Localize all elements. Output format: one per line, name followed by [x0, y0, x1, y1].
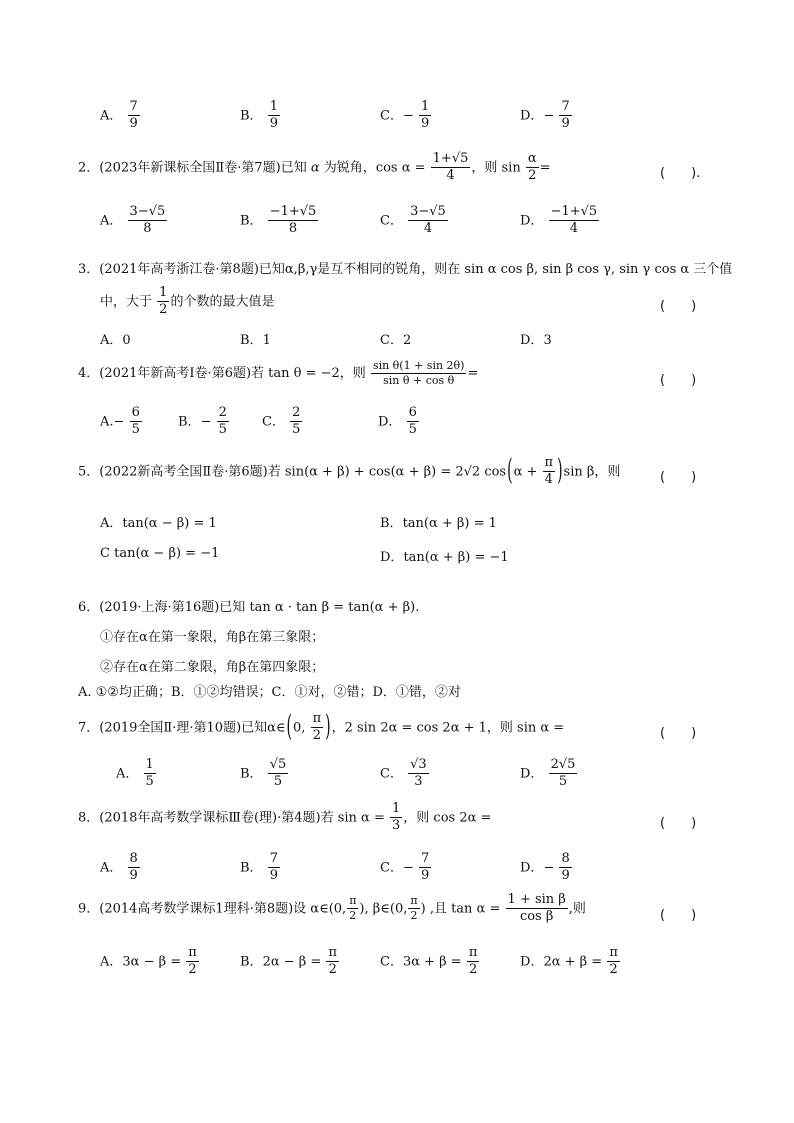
- fraction: $\frac{√3}{3}$: [410, 757, 427, 790]
- answer-paren: ( ): [660, 908, 697, 923]
- fraction: $\frac{7}{9}$: [561, 99, 570, 132]
- question-3-line-2: 中，大于 $\frac{1}{2}$ 的个数的最大值是: [100, 285, 275, 318]
- q1-option-a[interactable]: A． $\frac{7}{9}$: [100, 99, 138, 132]
- q7-option-a[interactable]: A． $\frac{1}{5}$: [116, 757, 154, 790]
- fraction: $\frac{1}{9}$: [421, 99, 430, 132]
- fraction: $\frac{8}{9}$: [561, 851, 570, 884]
- question-9-stem: 9．(2014高考数学课标1理科·第8题)设 α∈(0, $\frac{\pi}{2}$ ), β∈(0, $\frac{\pi}{2}$ ) ,且 tan α = $\frac{\text{1 + sin β}}{\text{cos β}}$ ,则: [78, 892, 586, 925]
- q5-option-b[interactable]: B．tan(α + β) = 1: [380, 516, 497, 531]
- fraction: $\frac{\pi}{2}$: [349, 894, 357, 923]
- q1-option-c[interactable]: C．− $\frac{1}{9}$: [380, 99, 430, 132]
- fraction: $\frac{7}{9}$: [129, 99, 138, 132]
- question-5-stem: 5．(2022新高考全国Ⅱ卷·第6题)若 sin(α + β) + cos(α + β) = 2√2 cos(α + $\frac{\pi}{4}$ )sin β，则: [78, 454, 621, 489]
- question-6-statement-1: ①存在α在第一象限，角β在第三象限；: [100, 630, 325, 645]
- fraction: $\frac{7}{9}$: [269, 851, 278, 884]
- fraction: $\frac{\text{1 + sin β}}{\text{cos β}}$: [507, 892, 566, 925]
- fraction: $\frac{\pi}{4}$: [544, 455, 554, 488]
- q3-option-d[interactable]: D．3: [520, 333, 552, 348]
- fraction: $\frac{2}{5}$: [218, 405, 227, 438]
- q9-option-a[interactable]: A．3α − β = $\frac{\pi}{2}$: [100, 945, 197, 978]
- fraction: $\frac{6}{5}$: [408, 405, 417, 438]
- fraction: $\frac{1+√5}{4}$: [432, 151, 469, 184]
- fraction: $\frac{2√5}{5}$: [550, 757, 576, 790]
- q2-option-d[interactable]: D． $\frac{-1+√5}{4}$: [520, 204, 598, 237]
- fraction: $\frac{\pi}{2}$: [188, 945, 197, 978]
- fraction: $\frac{1}{2}$: [159, 285, 168, 318]
- question-8-stem: 8．(2018年高考数学课标Ⅲ卷(理)·第4题)若 sin α = $\frac{1}{3}$ ，则 cos 2α =: [78, 801, 492, 834]
- answer-paren: ( ).: [660, 166, 701, 181]
- question-6-statement-2: ②存在α在第二象限，角β在第四象限；: [100, 660, 325, 675]
- question-7-stem: 7．(2019全国Ⅱ·理·第10题)已知α∈(0, $\frac{\pi}{2}$ )，2 sin 2α = cos 2α + 1，则 sin α =: [78, 710, 565, 745]
- fraction: $\frac{1}{3}$: [392, 801, 401, 834]
- question-6-stem: 6．(2019·上海·第16题)已知 tan α · tan β = tan(α + β).: [78, 600, 420, 615]
- q4-option-c[interactable]: C． $\frac{2}{5}$: [262, 405, 301, 438]
- q2-option-c[interactable]: C． $\frac{3-√5}{4}$: [380, 204, 446, 237]
- fraction: $\frac{7}{9}$: [421, 851, 430, 884]
- question-6-options[interactable]: A. ①②均正确；B．①②均错误；C．①对，②错；D．①错，②对: [78, 685, 461, 700]
- fraction: $\frac{\text{sin θ(1 + sin 2θ)}}{\text{sin θ + cos θ}}$: [372, 359, 465, 388]
- q1-option-b[interactable]: B． $\frac{1}{9}$: [240, 99, 278, 132]
- fraction: $\frac{\pi}{2}$: [312, 711, 322, 744]
- q4-option-a[interactable]: A.− $\frac{6}{5}$: [100, 405, 140, 438]
- q3-option-c[interactable]: C．2: [380, 333, 412, 348]
- answer-paren: ( ): [660, 470, 697, 485]
- q3-option-a[interactable]: A．0: [100, 333, 131, 348]
- fraction: $\frac{\pi}{2}$: [609, 945, 618, 978]
- q9-option-c[interactable]: C．3α + β = $\frac{\pi}{2}$: [380, 945, 478, 978]
- q8-option-c[interactable]: C．− $\frac{7}{9}$: [380, 851, 430, 884]
- fraction: $\frac{1}{9}$: [269, 99, 278, 132]
- q9-option-d[interactable]: D．2α + β = $\frac{\pi}{2}$: [520, 945, 618, 978]
- fraction: $\frac{\alpha}{2}$: [527, 151, 537, 184]
- fraction: $\frac{3-√5}{4}$: [410, 204, 446, 237]
- answer-paren: ( ): [660, 816, 697, 831]
- fraction: $\frac{\pi}{2}$: [328, 945, 337, 978]
- q7-option-d[interactable]: D． $\frac{2√5}{5}$: [520, 757, 576, 790]
- q2-option-b[interactable]: B． $\frac{-1+√5}{8}$: [240, 204, 317, 237]
- q2-option-a[interactable]: A． $\frac{3-√5}{8}$: [100, 204, 166, 237]
- q5-option-c[interactable]: C tan(α − β) = −1: [100, 546, 220, 561]
- question-2-stem: 2．(2023年新课标全国Ⅱ卷·第7题)已知 α 为锐角，cos α = $\frac{1+√5}{4}$ ，则 sin $\frac{\alpha}{2}$ =: [78, 151, 551, 184]
- fraction: $\frac{3-√5}{8}$: [129, 204, 166, 237]
- q1-option-d[interactable]: D．− $\frac{7}{9}$: [520, 99, 570, 132]
- fraction: $\frac{1}{5}$: [145, 757, 154, 790]
- fraction: $\frac{2}{5}$: [292, 405, 301, 438]
- q4-option-b[interactable]: B．− $\frac{2}{5}$: [178, 405, 227, 438]
- answer-paren: ( ): [660, 373, 697, 388]
- fraction: $\frac{\pi}{2}$: [410, 894, 418, 923]
- fraction: $\frac{\pi}{2}$: [468, 945, 478, 978]
- q4-option-d[interactable]: D． $\frac{6}{5}$: [378, 405, 417, 438]
- question-4-stem: 4．(2021年新高考Ⅰ卷·第6题)若 tan θ = −2，则 $\frac{\text{sin θ(1 + sin 2θ)}}{\text{sin θ + cos θ}}$ =: [78, 359, 479, 388]
- q8-option-a[interactable]: A． $\frac{8}{9}$: [100, 851, 138, 884]
- q9-option-b[interactable]: B．2α − β = $\frac{\pi}{2}$: [240, 945, 337, 978]
- q8-option-b[interactable]: B． $\frac{7}{9}$: [240, 851, 278, 884]
- q3-option-b[interactable]: B．1: [240, 333, 271, 348]
- fraction: $\frac{√5}{5}$: [269, 757, 287, 790]
- question-3-line-1: 3．(2021年高考浙江卷·第8题)已知α,β,γ是互不相同的锐角，则在 sin α cos β, sin β cos γ, sin γ cos α 三个值: [78, 262, 733, 277]
- fraction: $\frac{8}{9}$: [129, 851, 138, 884]
- q5-option-d[interactable]: D．tan(α + β) = −1: [380, 550, 509, 565]
- q8-option-d[interactable]: D．− $\frac{8}{9}$: [520, 851, 570, 884]
- fraction: $\frac{-1+√5}{8}$: [269, 204, 317, 237]
- q7-option-c[interactable]: C． $\frac{√3}{3}$: [380, 757, 427, 790]
- fraction: $\frac{-1+√5}{4}$: [550, 204, 598, 237]
- q7-option-b[interactable]: B． $\frac{√5}{5}$: [240, 757, 287, 790]
- fraction: $\frac{6}{5}$: [131, 405, 140, 438]
- answer-paren: ( ): [660, 726, 697, 741]
- answer-paren: ( ): [660, 299, 697, 314]
- q5-option-a[interactable]: A．tan(α − β) = 1: [100, 516, 217, 531]
